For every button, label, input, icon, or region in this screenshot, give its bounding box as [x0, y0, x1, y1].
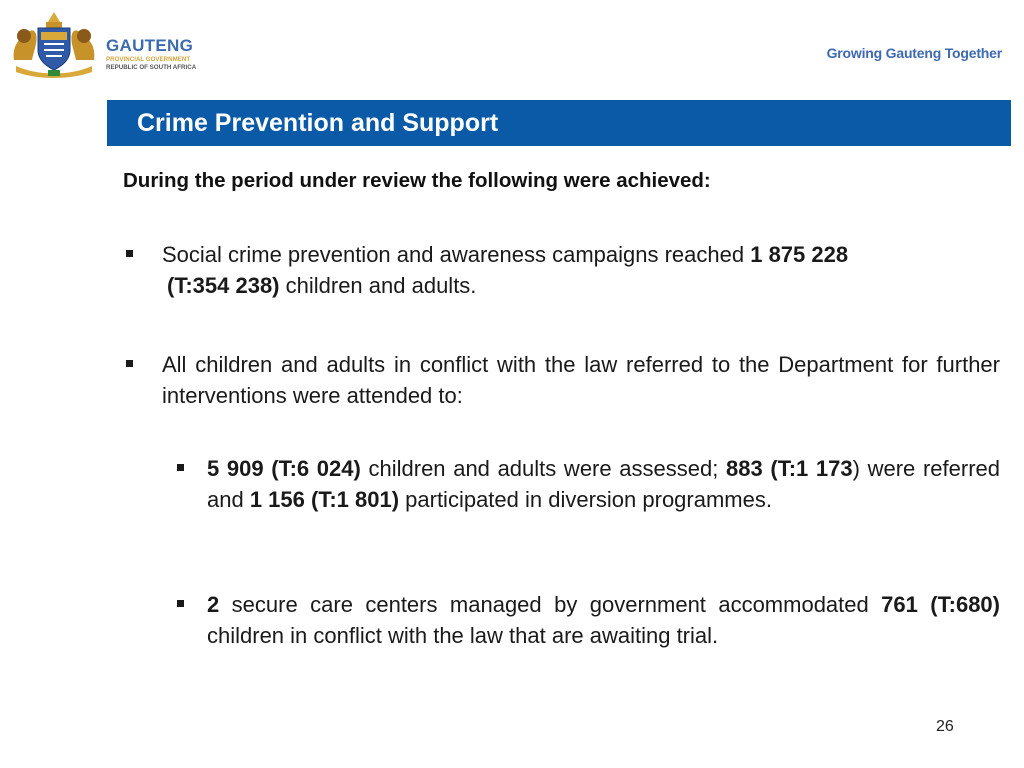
logo-subtitle-province: PROVINCIAL GOVERNMENT — [106, 56, 191, 63]
accommodated-value: 761 (T:680) — [881, 592, 1000, 617]
gauteng-logo — [8, 10, 204, 80]
title-bar — [107, 100, 1011, 146]
diversion-value: 1 156 (T:1 801) — [249, 487, 400, 512]
referred-text: ) were referred and — [207, 456, 1000, 512]
tagline: Growing Gauteng Together — [826, 45, 1002, 61]
referred-value: 883 (T:1 173 — [726, 456, 853, 481]
bullet-conflict-with-law: All children and adults in conflict with the law referred to the Department for further interventions were attended to: — [162, 352, 1000, 408]
sub-bullet-marker — [177, 464, 184, 471]
page-number: 26 — [936, 718, 954, 735]
campaigns-target-value: (T:354 238) — [167, 273, 280, 298]
bullet-marker — [126, 250, 133, 257]
coat-of-arms-icon — [8, 10, 100, 80]
sub-bullet-secure-care — [207, 589, 1000, 651]
bullet-campaigns-text: Social crime prevention and awareness campaigns reached — [162, 242, 751, 267]
secure-care-text: secure care centers managed by government accommodated — [219, 592, 882, 617]
diversion-text: participated in diversion programmes. — [399, 487, 772, 512]
bullet-campaigns-suffix: children and adults. — [279, 273, 477, 298]
logo-subtitle-country: REPUBLIC OF SOUTH AFRICA — [106, 64, 197, 71]
logo-name: GAUTENG — [106, 36, 194, 55]
sub-bullet-assessments — [207, 453, 1000, 515]
sub-bullet-marker — [177, 600, 184, 607]
assessed-value: 5 909 (T:6 024) — [207, 456, 361, 481]
campaigns-reached-value: 1 875 228 — [750, 242, 849, 267]
bullet-campaigns — [162, 239, 1002, 301]
assessed-text: children and adults were assessed; — [360, 456, 726, 481]
secure-care-count: 2 — [207, 592, 220, 617]
slide-title: Crime Prevention and Support — [137, 109, 499, 137]
awaiting-trial-text: children in conflict with the law that are awaiting trial. — [207, 623, 719, 648]
intro-text: During the period under review the following were achieved: — [123, 169, 711, 192]
bullet-marker — [126, 360, 133, 367]
